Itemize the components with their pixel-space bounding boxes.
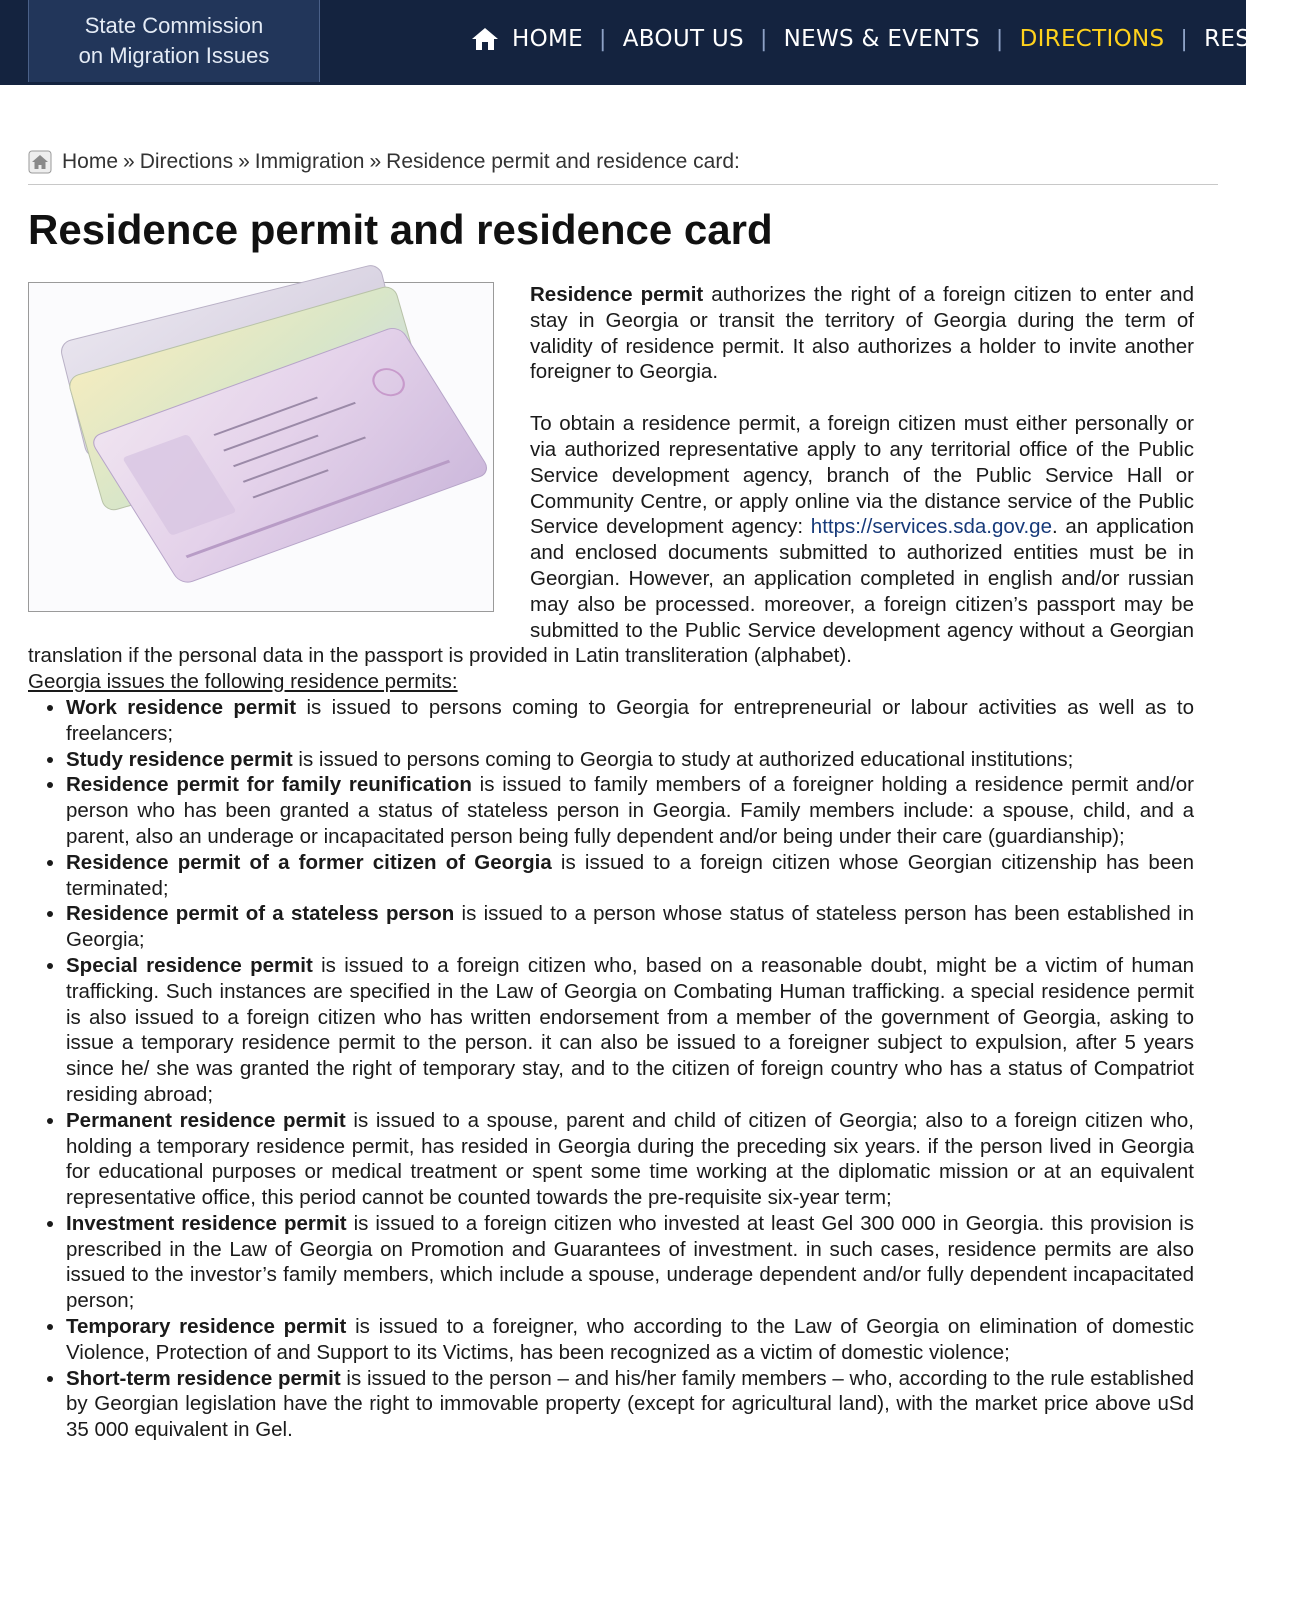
breadcrumb-current: Residence permit and residence card: bbox=[386, 150, 740, 173]
term-residence-permit: Residence permit bbox=[530, 283, 704, 306]
logo-line-2: on Migration Issues bbox=[78, 43, 270, 68]
permit-description: is issued to a foreign citizen who invested at least Gel 300 000 in Georgia. this provision is prescribed in the Law of Georgia on Promotion and Guarantees of investment. in such cases, residence permits are also issued to the investor’s family members, which include a spouse, underage dependent and/or fully dependent incapacitated person; bbox=[66, 1211, 1194, 1313]
breadcrumb-immigration[interactable]: Immigration bbox=[254, 150, 365, 173]
breadcrumb-directions[interactable]: Directions bbox=[139, 150, 234, 173]
permit-description: is issued to a foreigner, who according to the Law of Georgia on elimination of domestic Violence, Protection of and Support to its Victims, has been recognized as a victim of domestic violence; bbox=[66, 1315, 1194, 1364]
permit-name: Study residence permit bbox=[66, 747, 293, 771]
breadcrumb-separator: » bbox=[369, 150, 382, 173]
site-logo[interactable] bbox=[28, 0, 320, 82]
nav-divider: | bbox=[598, 26, 607, 52]
nav-divider: | bbox=[759, 26, 768, 52]
list-item bbox=[66, 1211, 1194, 1314]
permit-name: Residence permit of a former citizen of Georgia bbox=[66, 850, 552, 874]
nav-divider: | bbox=[995, 26, 1004, 52]
nav-resources[interactable]: RESOUR bbox=[1204, 26, 1302, 52]
list-item bbox=[66, 772, 1194, 849]
intro-p2-text: To obtain a residence permit, a foreign citizen must either personally or via authorized representative apply to any territorial office of the Public Service development agency, branch of the Public Service Hall or Community Centre, or apply online via the distance service of the Public Service development agency: bbox=[530, 412, 1194, 539]
permit-name: Special residence permit bbox=[66, 953, 313, 977]
home-icon[interactable] bbox=[28, 150, 52, 174]
nav-about-us[interactable]: ABOUT US bbox=[622, 26, 744, 52]
residence-card-image bbox=[28, 282, 494, 612]
top-navigation-bar bbox=[0, 0, 1302, 85]
nav-divider: | bbox=[1180, 26, 1189, 52]
page-title: Residence permit and residence card bbox=[28, 206, 773, 253]
list-item bbox=[66, 1366, 1194, 1443]
list-item bbox=[66, 1314, 1194, 1366]
permit-description: is issued to a foreign citizen whose Georgian citizenship has been terminated; bbox=[66, 850, 1194, 900]
permit-description: is issued to a spouse, parent and child of citizen of Georgia; also to a foreign citizen who, holding a temporary residence permit, has resided in Georgia during the preceding six years. if the person lived in Georgia for educational purposes or medical treatment or spent some time working at the diplomatic mission or at an equivalent representative office, this period cannot be counted towards the pre-requisite six-year term; bbox=[66, 1108, 1194, 1210]
permit-name: Work residence permit bbox=[66, 695, 297, 719]
list-item bbox=[66, 901, 1194, 953]
nav-news-events[interactable]: NEWS & EVENTS bbox=[783, 26, 980, 52]
main-nav bbox=[470, 22, 1302, 56]
list-item bbox=[66, 850, 1194, 902]
permit-name: Permanent residence permit bbox=[66, 1108, 346, 1132]
permit-name: Short-term residence permit bbox=[66, 1366, 341, 1390]
home-icon[interactable] bbox=[470, 26, 500, 52]
list-item bbox=[66, 747, 1194, 773]
permit-description: is issued to the person – and his/her family members – who, according to the rule established by Georgian legislation have the right to immovable property (except for agricultural land), with the market price above uSd 35 000 equivalent in Gel. bbox=[66, 1366, 1194, 1442]
permit-name: Residence permit of a stateless person bbox=[66, 902, 455, 926]
intro-p1-text: authorizes the right of a foreign citizen to enter and stay in Georgia or transit the territory of Georgia during the term of validity of residence permit. It also authorizes a holder to invite another foreigner to Georgia. bbox=[530, 283, 1194, 384]
breadcrumb bbox=[28, 150, 1218, 185]
sda-services-link[interactable]: https://services.sda.gov.ge bbox=[810, 515, 1052, 539]
nav-home[interactable]: HOME bbox=[512, 26, 583, 52]
permit-description: is issued to a foreign citizen who, based on a reasonable doubt, might be a victim of human trafficking. Such instances are specified in the Law of Georgia on Combating Human trafficking. a special residence permit is also issued to a foreign citizen who has written endorsement from a member of the government of Georgia, asking to issue a temporary residence permit to the person. it can also be issued to a foreigner subject to expulsion, after 5 years since he/ she was granted the right of temporary stay, and to the citizen of foreign country who has a status of Compatriot residing abroad; bbox=[66, 953, 1195, 1106]
list-item bbox=[66, 1108, 1194, 1211]
breadcrumb-home[interactable]: Home bbox=[62, 150, 119, 173]
permit-name: Investment residence permit bbox=[66, 1211, 347, 1235]
logo-line-1: State Commission bbox=[84, 13, 264, 38]
list-item bbox=[66, 695, 1194, 747]
permit-description: is issued to persons coming to Georgia to study at authorized educational institutions; bbox=[292, 747, 1074, 771]
list-item bbox=[66, 953, 1194, 1108]
breadcrumb-separator: » bbox=[238, 150, 250, 173]
permit-description: is issued to a person whose status of stateless person has been established in Georgia; bbox=[66, 902, 1195, 952]
permit-name: Temporary residence permit bbox=[66, 1315, 347, 1339]
nav-directions[interactable]: DIRECTIONS bbox=[1019, 26, 1165, 52]
permit-description: is issued to family members of a foreigner holding a residence permit and/or person who has been granted a status of stateless person in Georgia. Family members include: a spouse, child, and a parent, also an underage or incapacitated person being fully dependent and/or being under their care (guardianship); bbox=[66, 773, 1194, 848]
intro-p2-text-after: . an application and enclosed documents submitted to authorized entities must be in Georgian. However, an application completed in english and/or russian may also be processed. moreover, a foreign citizen’s passport may be submitted to the Public Service development agency without a Georgian translation if the personal data in the passport is provided in Latin transliteration (alphabet). bbox=[28, 515, 1194, 668]
permit-name: Residence permit for family reunification bbox=[66, 773, 472, 797]
article-body bbox=[28, 282, 1194, 1443]
permits-list-title: Georgia issues the following residence permits: bbox=[28, 670, 458, 694]
permit-description: is issued to persons coming to Georgia for entrepreneurial or labour activities as well as to freelancers; bbox=[66, 695, 1194, 745]
permits-list bbox=[28, 695, 1194, 1443]
breadcrumb-separator: » bbox=[123, 150, 135, 173]
